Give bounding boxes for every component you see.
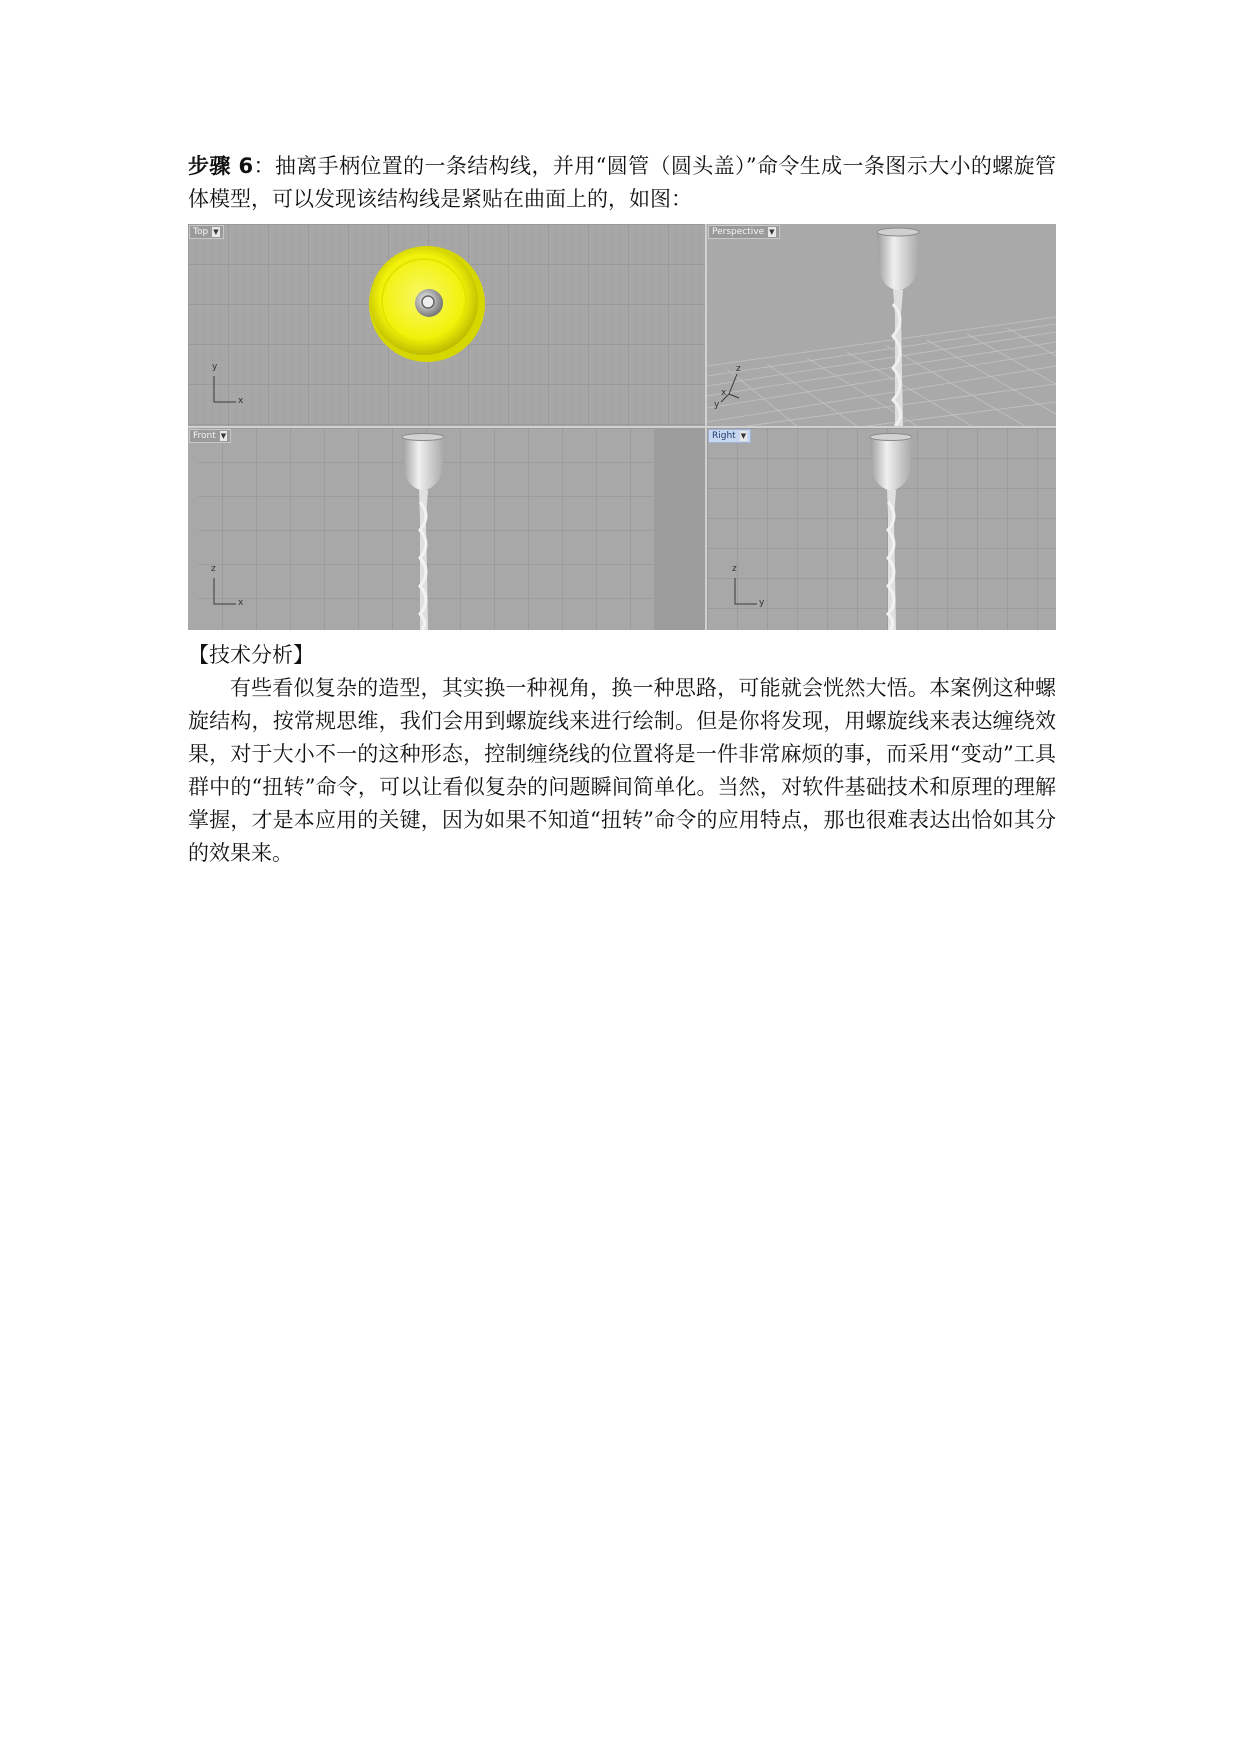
top-view-canvas	[188, 224, 705, 426]
step-label: 步骤 6	[188, 154, 254, 178]
front-view-canvas	[188, 428, 705, 630]
axis-label-z: z	[732, 564, 737, 574]
analysis-paragraph: 有些看似复杂的造型，其实换一种视角，换一种思路，可能就会恍然大悟。本案例这种螺旋结构，按常规思维，我们会用到螺旋线来进行绘制。但是你将发现，用螺旋线来表达缠绕效果，对于大小不一的这种形态，控制缠绕线的位置将是一件非常麻烦的事，而采用“变动”工具群中的“扭转”命令，可以让看似复杂的问题瞬间简单化。当然，对软件基础技术和原理的理解掌握，才是本应用的关键，因为如果不知道“扭转”命令的应用特点，那也很难表达出恰如其分的效果来。	[188, 676, 1056, 865]
axis-label-z: z	[736, 364, 741, 374]
axis-label-x: x	[238, 396, 244, 406]
axis-label-x: x	[238, 598, 244, 608]
viewport-tab-right[interactable]: Right ▼	[708, 429, 751, 443]
viewport-perspective	[707, 224, 1056, 426]
rhino-viewports-figure	[188, 224, 1056, 630]
viewport-front	[188, 428, 705, 630]
axis-label-y: y	[759, 598, 765, 608]
viewport-tab-top[interactable]: Top ▼	[189, 225, 224, 239]
viewport-right	[707, 428, 1056, 630]
dropdown-arrow-icon[interactable]: ▼	[220, 432, 227, 440]
dropdown-arrow-icon[interactable]: ▼	[769, 228, 775, 236]
step-paragraph	[188, 150, 1056, 216]
axis-label-z: z	[211, 564, 216, 574]
axis-label-x: x	[721, 388, 727, 398]
step-text: ：抽离手柄位置的一条结构线，并用“圆管（圆头盖）”命令生成一条图示大小的螺旋管体模型，可以发现该结构线是紧贴在曲面上的，如图：	[188, 154, 1056, 211]
axis-label-y: y	[212, 362, 218, 372]
axis-label-y: y	[714, 400, 720, 410]
viewport-tab-front[interactable]: Front ▼	[189, 429, 231, 443]
dropdown-arrow-icon[interactable]: ▼	[213, 228, 219, 236]
dropdown-arrow-icon[interactable]: ▼	[740, 432, 747, 440]
section-heading: 【技术分析】	[188, 643, 314, 667]
viewport-tab-perspective[interactable]: Perspective ▼	[708, 225, 780, 239]
top-model	[369, 246, 485, 362]
viewport-top	[188, 224, 705, 426]
perspective-view-canvas	[707, 224, 1056, 426]
